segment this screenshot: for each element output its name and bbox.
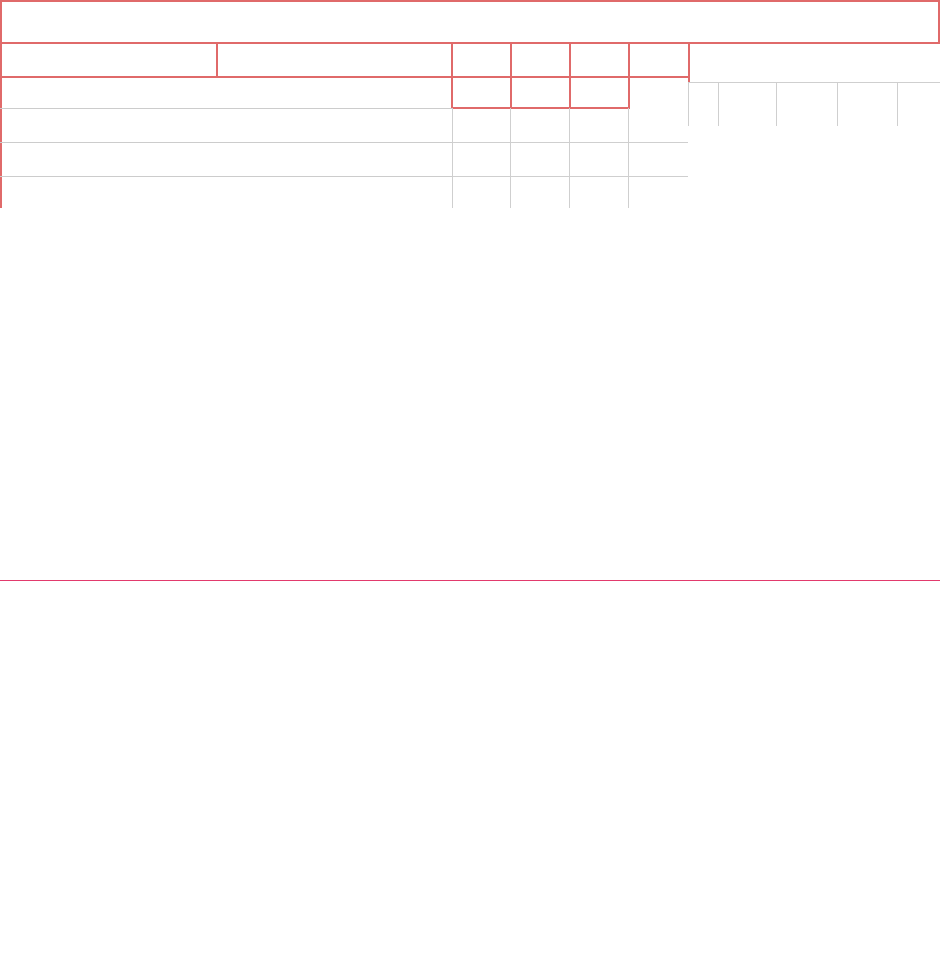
slow-play-banner [0, 566, 940, 598]
tees-check-header [898, 84, 940, 126]
tees-sr-header [838, 84, 897, 126]
tees-par-header [718, 84, 776, 126]
tees-cr-header [777, 84, 837, 126]
